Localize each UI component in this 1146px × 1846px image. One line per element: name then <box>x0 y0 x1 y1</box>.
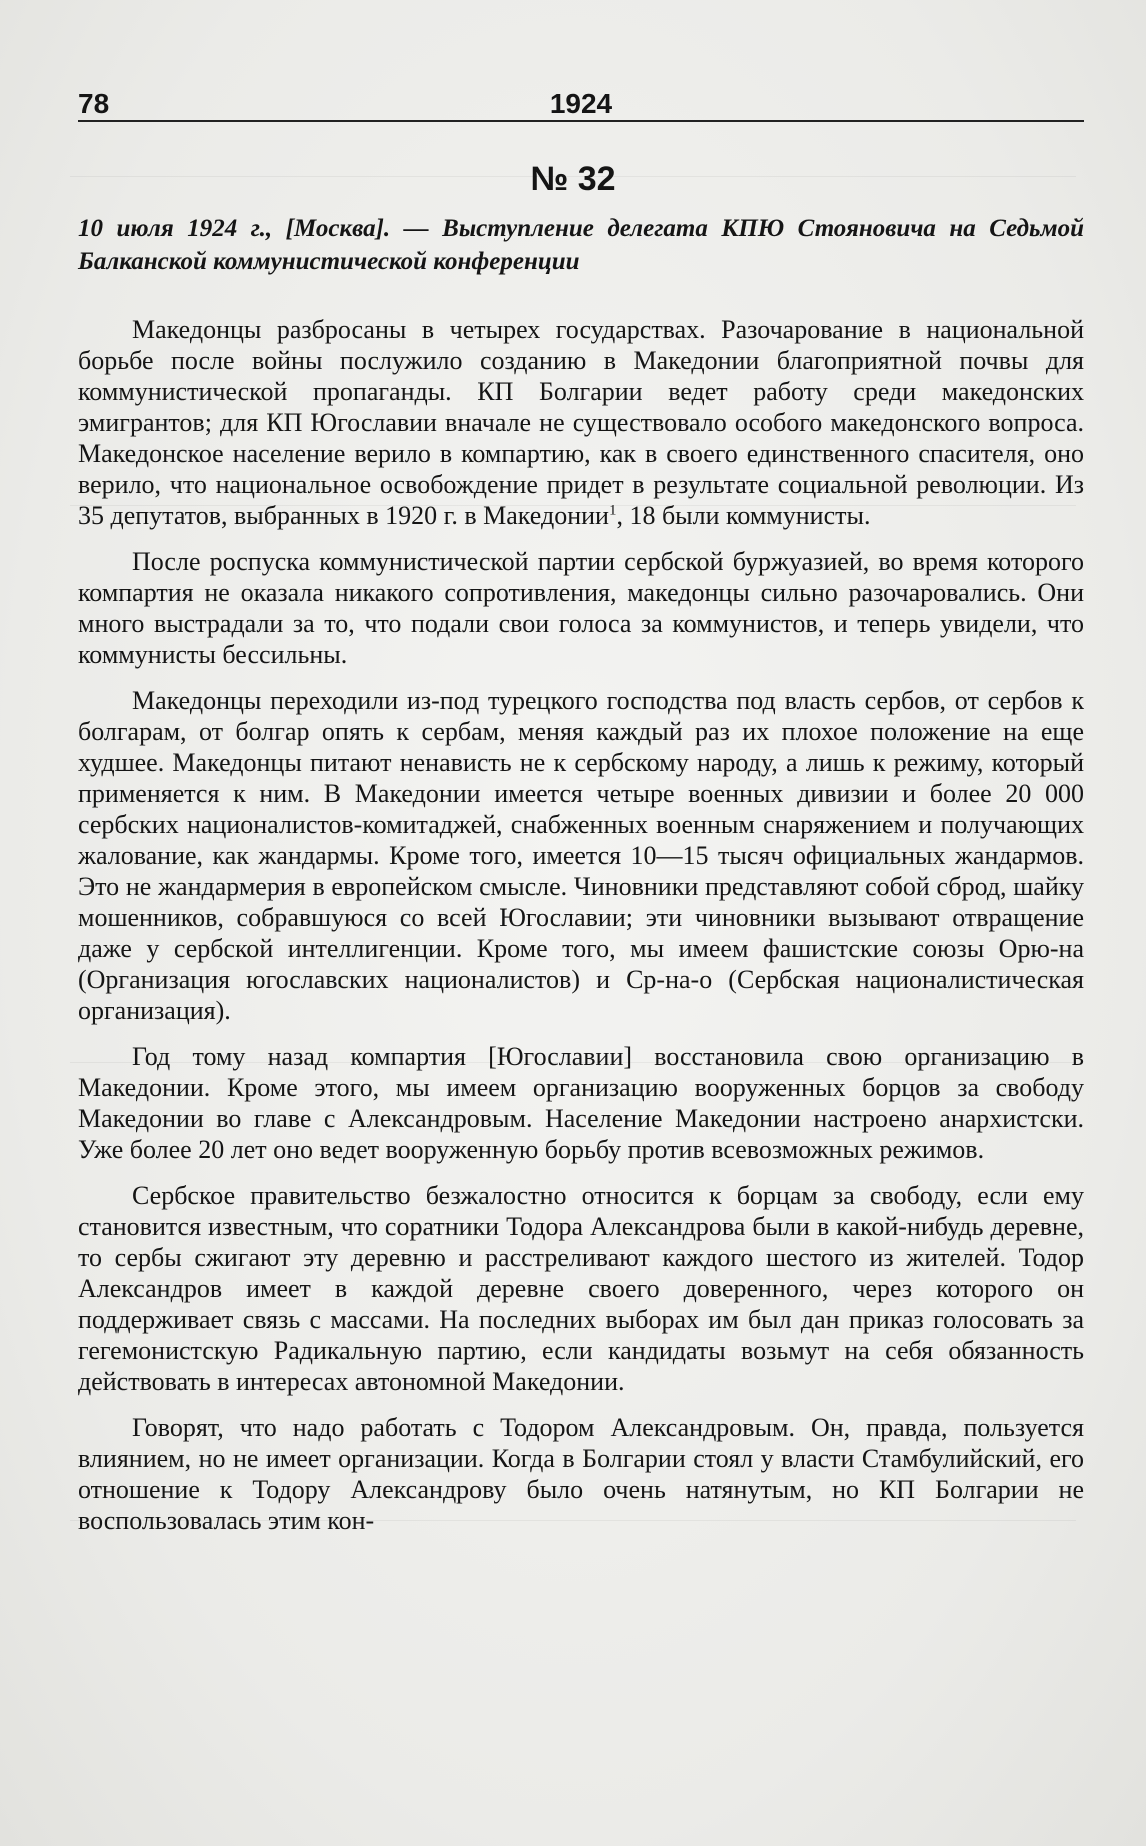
page-number: 78 <box>78 88 110 119</box>
paragraph: После роспуска коммунистической партии сербской буржуазией, во время которого компартия не оказала никакого сопротивления, македонцы сильно разочаровались. Они много выстрадали за то, что подали свои голоса за коммунистов, и теперь увидели, что коммунисты бессильны. <box>78 547 1084 669</box>
paragraph-text-tail: , 18 были коммунисты. <box>616 501 871 530</box>
document-number: № 32 <box>530 160 616 198</box>
paragraph: Год тому назад компартия [Югославии] восстановила свою организацию в Македонии. Кроме этого, мы имеем организацию вооруженных борцов за свободу Македонии во главе с Александровым. Население Македонии настроено анархистски. Уже более 20 лет оно ведет вооруженную борьбу против всевозможных режимов. <box>78 1042 1084 1164</box>
footnote-marker: 1 <box>608 502 617 519</box>
document-heading: 10 июля 1924 г., [Москва]. — Выступление делегата КПЮ Стояновича на Седьмой Балканской коммунистической конференции <box>78 215 1084 275</box>
paragraph: Сербское правительство безжалостно относится к борцам за свободу, если ему становится известным, что соратники Тодора Александрова были в какой-нибудь деревне, то сербы сжигают эту деревню и расстреливают каждого шестого из жителей. Тодор Александров имеет в каждой деревне своего доверенного, через которого он поддерживает связь с массами. На последних выборах им был дан приказ голосовать за гегемонистскую Радикальную партию, если кандидаты возьмут на себя обязанность действовать в интересах автономной Македонии. <box>78 1181 1084 1396</box>
running-header <box>78 86 1084 122</box>
paragraph: Говорят, что надо работать с Тодором Александровым. Он, правда, пользуется влиянием, но не имеет организации. Когда в Болгарии стоял у власти Стамбулийский, его отношение к Тодору Александрову было очень натянутым, но КП Болгарии не воспользовалась этим кон- <box>78 1413 1084 1535</box>
document-body <box>78 314 1084 1551</box>
paragraph: Македонцы переходили из-под турецкого господства под власть сербов, от сербов к болгарам, от болгар опять к сербам, меняя каждый раз их плохое положение на еще худшее. Македонцы питают ненависть не к сербскому народу, а лишь к режиму, который применяется к ним. В Македонии имеется четыре военных дивизии и более 20 000 сербских националистов-комитаджей, снабженных военным снаряжением и получающих жалование, как жандармы. Кроме того, имеется 10—15 тысяч официальных жандармов. Это не жандармерия в европейском смысле. Чиновники представляют собой сброд, шайку мошенников, собравшуюся со всей Югославии; эти чиновники вызывают отвращение даже у сербской интеллигенции. Кроме того, мы имеем фашистские союзы Орю-на (Организация югославских националистов) и Ср-на-о (Сербская националистическая организация). <box>78 686 1084 1025</box>
paragraph-text: Македонцы разбросаны в четырех государствах. Разочарование в национальной борьбе после войны послужило созданию в Македонии благоприятной почвы для коммунистической пропаганды. КП Болгарии ведет работу среди македонских эмигрантов; для КП Югославии вначале не существовало особого македонского вопроса. Македонское население верило в компартию, как в своего единственного спасителя, оно верило, что национальное освобождение придет в результате социальной революции. Из 35 депутатов, выбранных в 1920 г. в Македонии <box>78 315 1084 530</box>
paragraph <box>78 314 1084 531</box>
running-header-year: 1924 <box>549 88 613 119</box>
